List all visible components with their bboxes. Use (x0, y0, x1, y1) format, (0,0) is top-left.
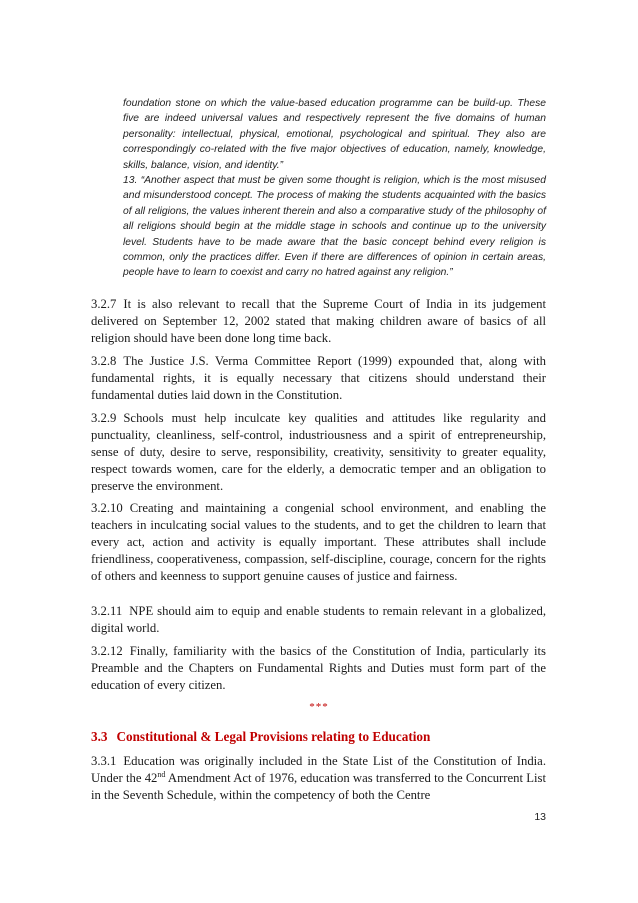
paragraph-number: 3.2.8 (91, 354, 117, 368)
paragraph-number: 3.3.1 (91, 754, 117, 768)
quote-13: 13. “Another aspect that must be given some thought is religion, which is the most misused and misunderstood concept. The process of making the students acquainted with the basics of all religions, the values inherent therein and also a comparative study of the philosophy of all religions should begin at the middle stage in schools and continue up to the university level. Students have to be made aware that the basic concept behind every religion is common, only the practices differ. Even if there are differences of opinion in certain areas, people have to learn to coexist and carry no hatred against any religion.” (123, 175, 546, 279)
section-heading (91, 729, 430, 745)
paragraph-number: 3.2.12 (91, 644, 123, 658)
paragraph-number: 3.2.11 (91, 604, 123, 618)
paragraph-text-start: Education was originally included in the State List of the Constitution of India. Under the 42 (91, 754, 546, 786)
paragraph-3-2-9 (91, 410, 546, 495)
paragraph-3-3-1 (91, 753, 546, 804)
paragraph-number: 3.2.9 (91, 411, 117, 425)
ordinal-superscript: nd (157, 769, 166, 779)
paragraph-text: It is also relevant to recall that the Supreme Court of India in its judgement delivered on September 12, 2002 stated that making children aware of basics of all religion should have been done long time back. (91, 297, 546, 346)
paragraph-text: The Justice J.S. Verma Committee Report (1999) expounded that, along with fundamental rights, it is equally necessary that citizens should understand their fundamental duties laid down in the Constitution. (91, 354, 546, 403)
section-number: 3.3 (91, 729, 108, 744)
paragraph-text: Creating and maintaining a congenial school environment, and enabling the teachers in inculcating social values to the students, and to get the children to learn that every act, action and activity is equally important. These attributes shall include friendliness, cooperativeness, compassion, self-discipline, courage, concern for the rights of others and keenness to support genuine causes of justice and fairness. (91, 501, 546, 584)
paragraph-3-2-12 (91, 643, 546, 694)
paragraph-text: Schools must help inculcate key qualities and attitudes like regularity and punctuality, cleanliness, self-control, industriousness and a spirit of entrepreneurship, sense of duty, desire to serve, responsibility, creativity, sensitivity to greater equality, respect towards women, care for the elderly, a democratic temper and an obligation to preserve the environment. (91, 411, 546, 494)
paragraph-text: Finally, familiarity with the basics of the Constitution of India, particularly its Preamble and the Chapters on Fundamental Rights and Duties must form part of the education of every citizen. (91, 644, 546, 693)
page-number: 13 (534, 811, 546, 823)
paragraph-3-2-11 (91, 603, 546, 637)
quote-continuation: foundation stone on which the value-based education programme can be build-up. These five are indeed universal values and respectively represent the five domains of human personality: intellectual, physical, emotional, psychological and spiritual. They also are correspondingly co-related with the five major objectives of education, namely, knowledge, skills, balance, vision, and identity.” (123, 98, 546, 171)
paragraph-text-end: Amendment Act of 1976, education was transferred to the Concurrent List in the Seventh Schedule, within the competency of both the Centre (91, 771, 546, 803)
paragraph-text: NPE should aim to equip and enable students to remain relevant in a globalized, digital world. (91, 604, 546, 636)
paragraph-number: 3.2.7 (91, 297, 117, 311)
paragraph-3-2-7 (91, 296, 546, 347)
paragraph-3-2-8 (91, 353, 546, 404)
section-separator: *** (309, 701, 329, 713)
paragraph-number: 3.2.10 (91, 501, 123, 515)
paragraph-3-2-10 (91, 500, 546, 585)
section-title: Constitutional & Legal Provisions relating to Education (116, 729, 431, 744)
